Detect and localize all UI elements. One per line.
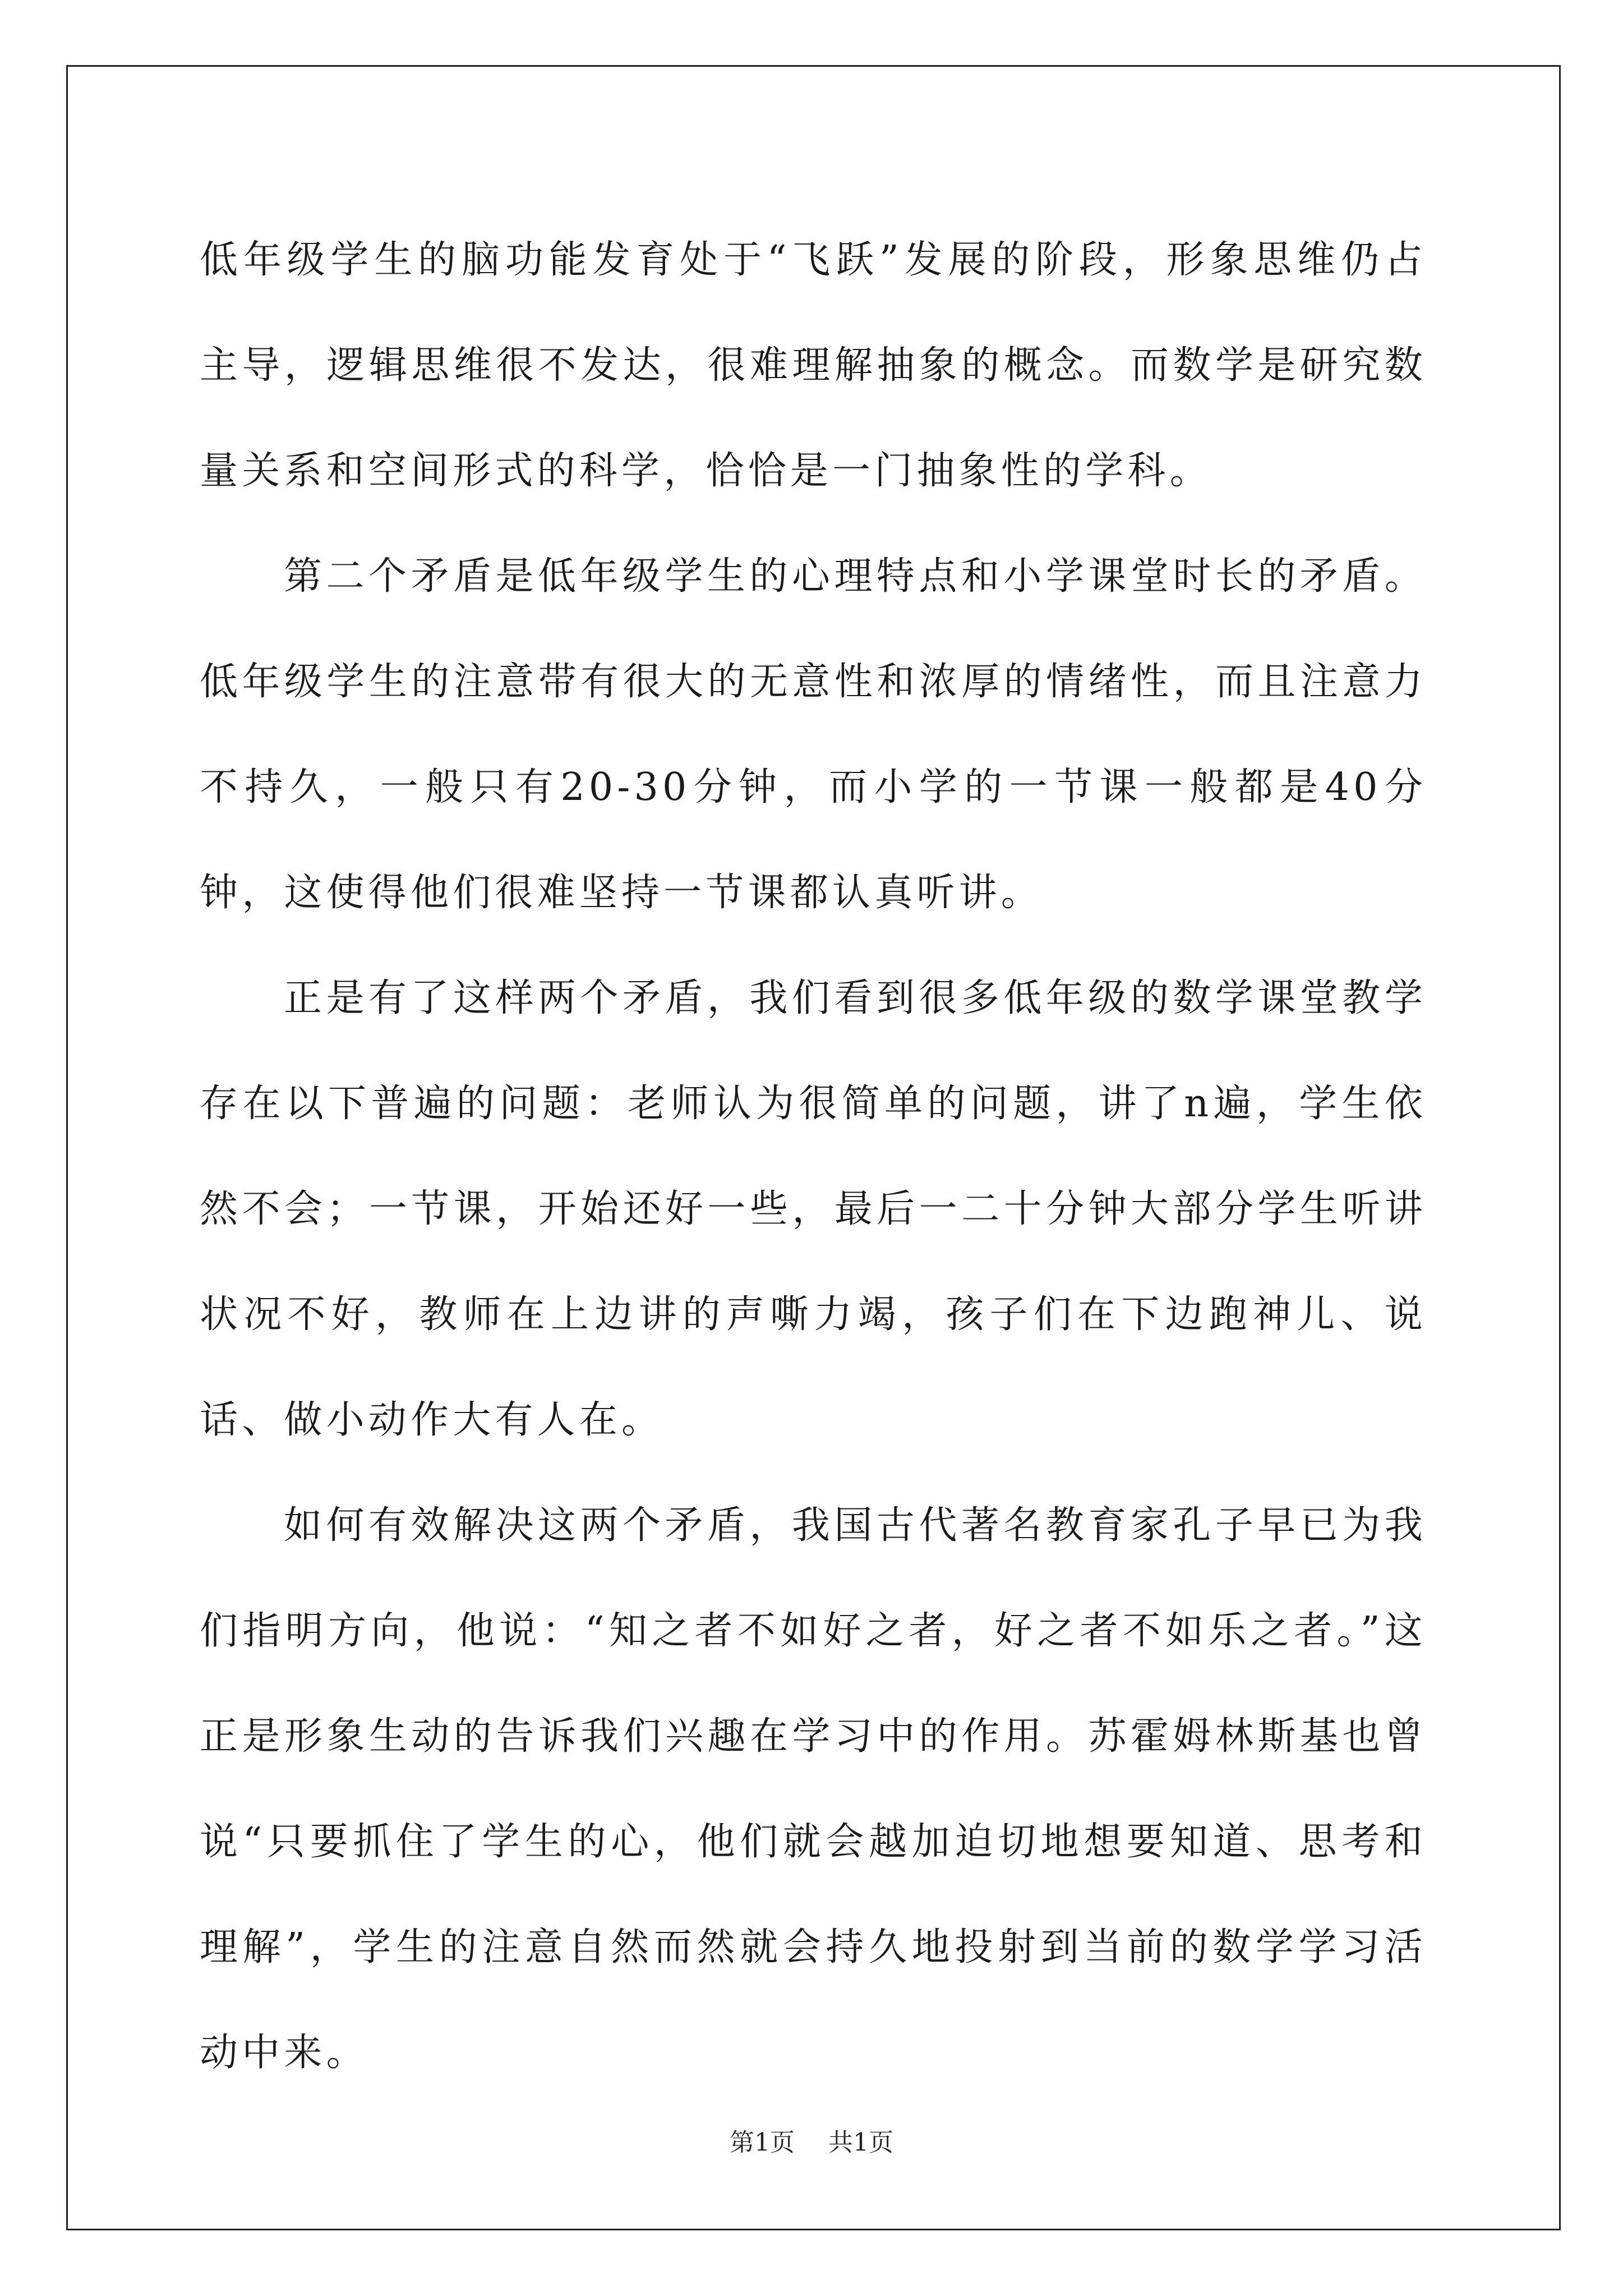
paragraph-3: 正是有了这样两个矛盾，我们看到很多低年级的数学课堂教学存在以下普遍的问题：老师认为很简单的问题，讲了n遍，学生依然不会；一节课，开始还好一些，最后一二十分钟大部分学生听讲状况不好，教师在上边讲的声嘶力竭，孩子们在下边跑神儿、说话、做小动作大有人在。 [200, 976, 1427, 1442]
paragraph-2: 第二个矛盾是低年级学生的心理特点和小学课堂时长的矛盾。低年级学生的注意带有很大的无意性和浓厚的情绪性，而且注意力不持久，一般只有20-30分钟，而小学的一节课一般都是40分钟，这使得他们很难坚持一节课都认真听讲。 [200, 554, 1427, 915]
paragraph-1: 低年级学生的脑功能发育处于“飞跃”发展的阶段，形象思维仍占主导，逻辑思维很不发达，很难理解抽象的概念。而数学是研究数量关系和空间形式的科学，恰恰是一门抽象性的学科。 [200, 238, 1427, 493]
page-footer [0, 2126, 1623, 2160]
paragraph-4: 如何有效解决这两个矛盾，我国古代著名教育家孔子早已为我们指明方向，他说：“知之者不如好之者，好之者不如乐之者。”这正是形象生动的告诉我们兴趣在学习中的作用。苏霍姆林斯基也曾说“只要抓住了学生的心，他们就会越加迫切地想要知道、思考和理解”，学生的注意自然而然就会持久地投射到当前的数学学习活动中来。 [200, 1503, 1427, 2075]
page-number-total: 共1页 [828, 2128, 893, 2157]
document-body [200, 208, 1427, 2106]
page-number-current: 第1页 [730, 2128, 795, 2157]
